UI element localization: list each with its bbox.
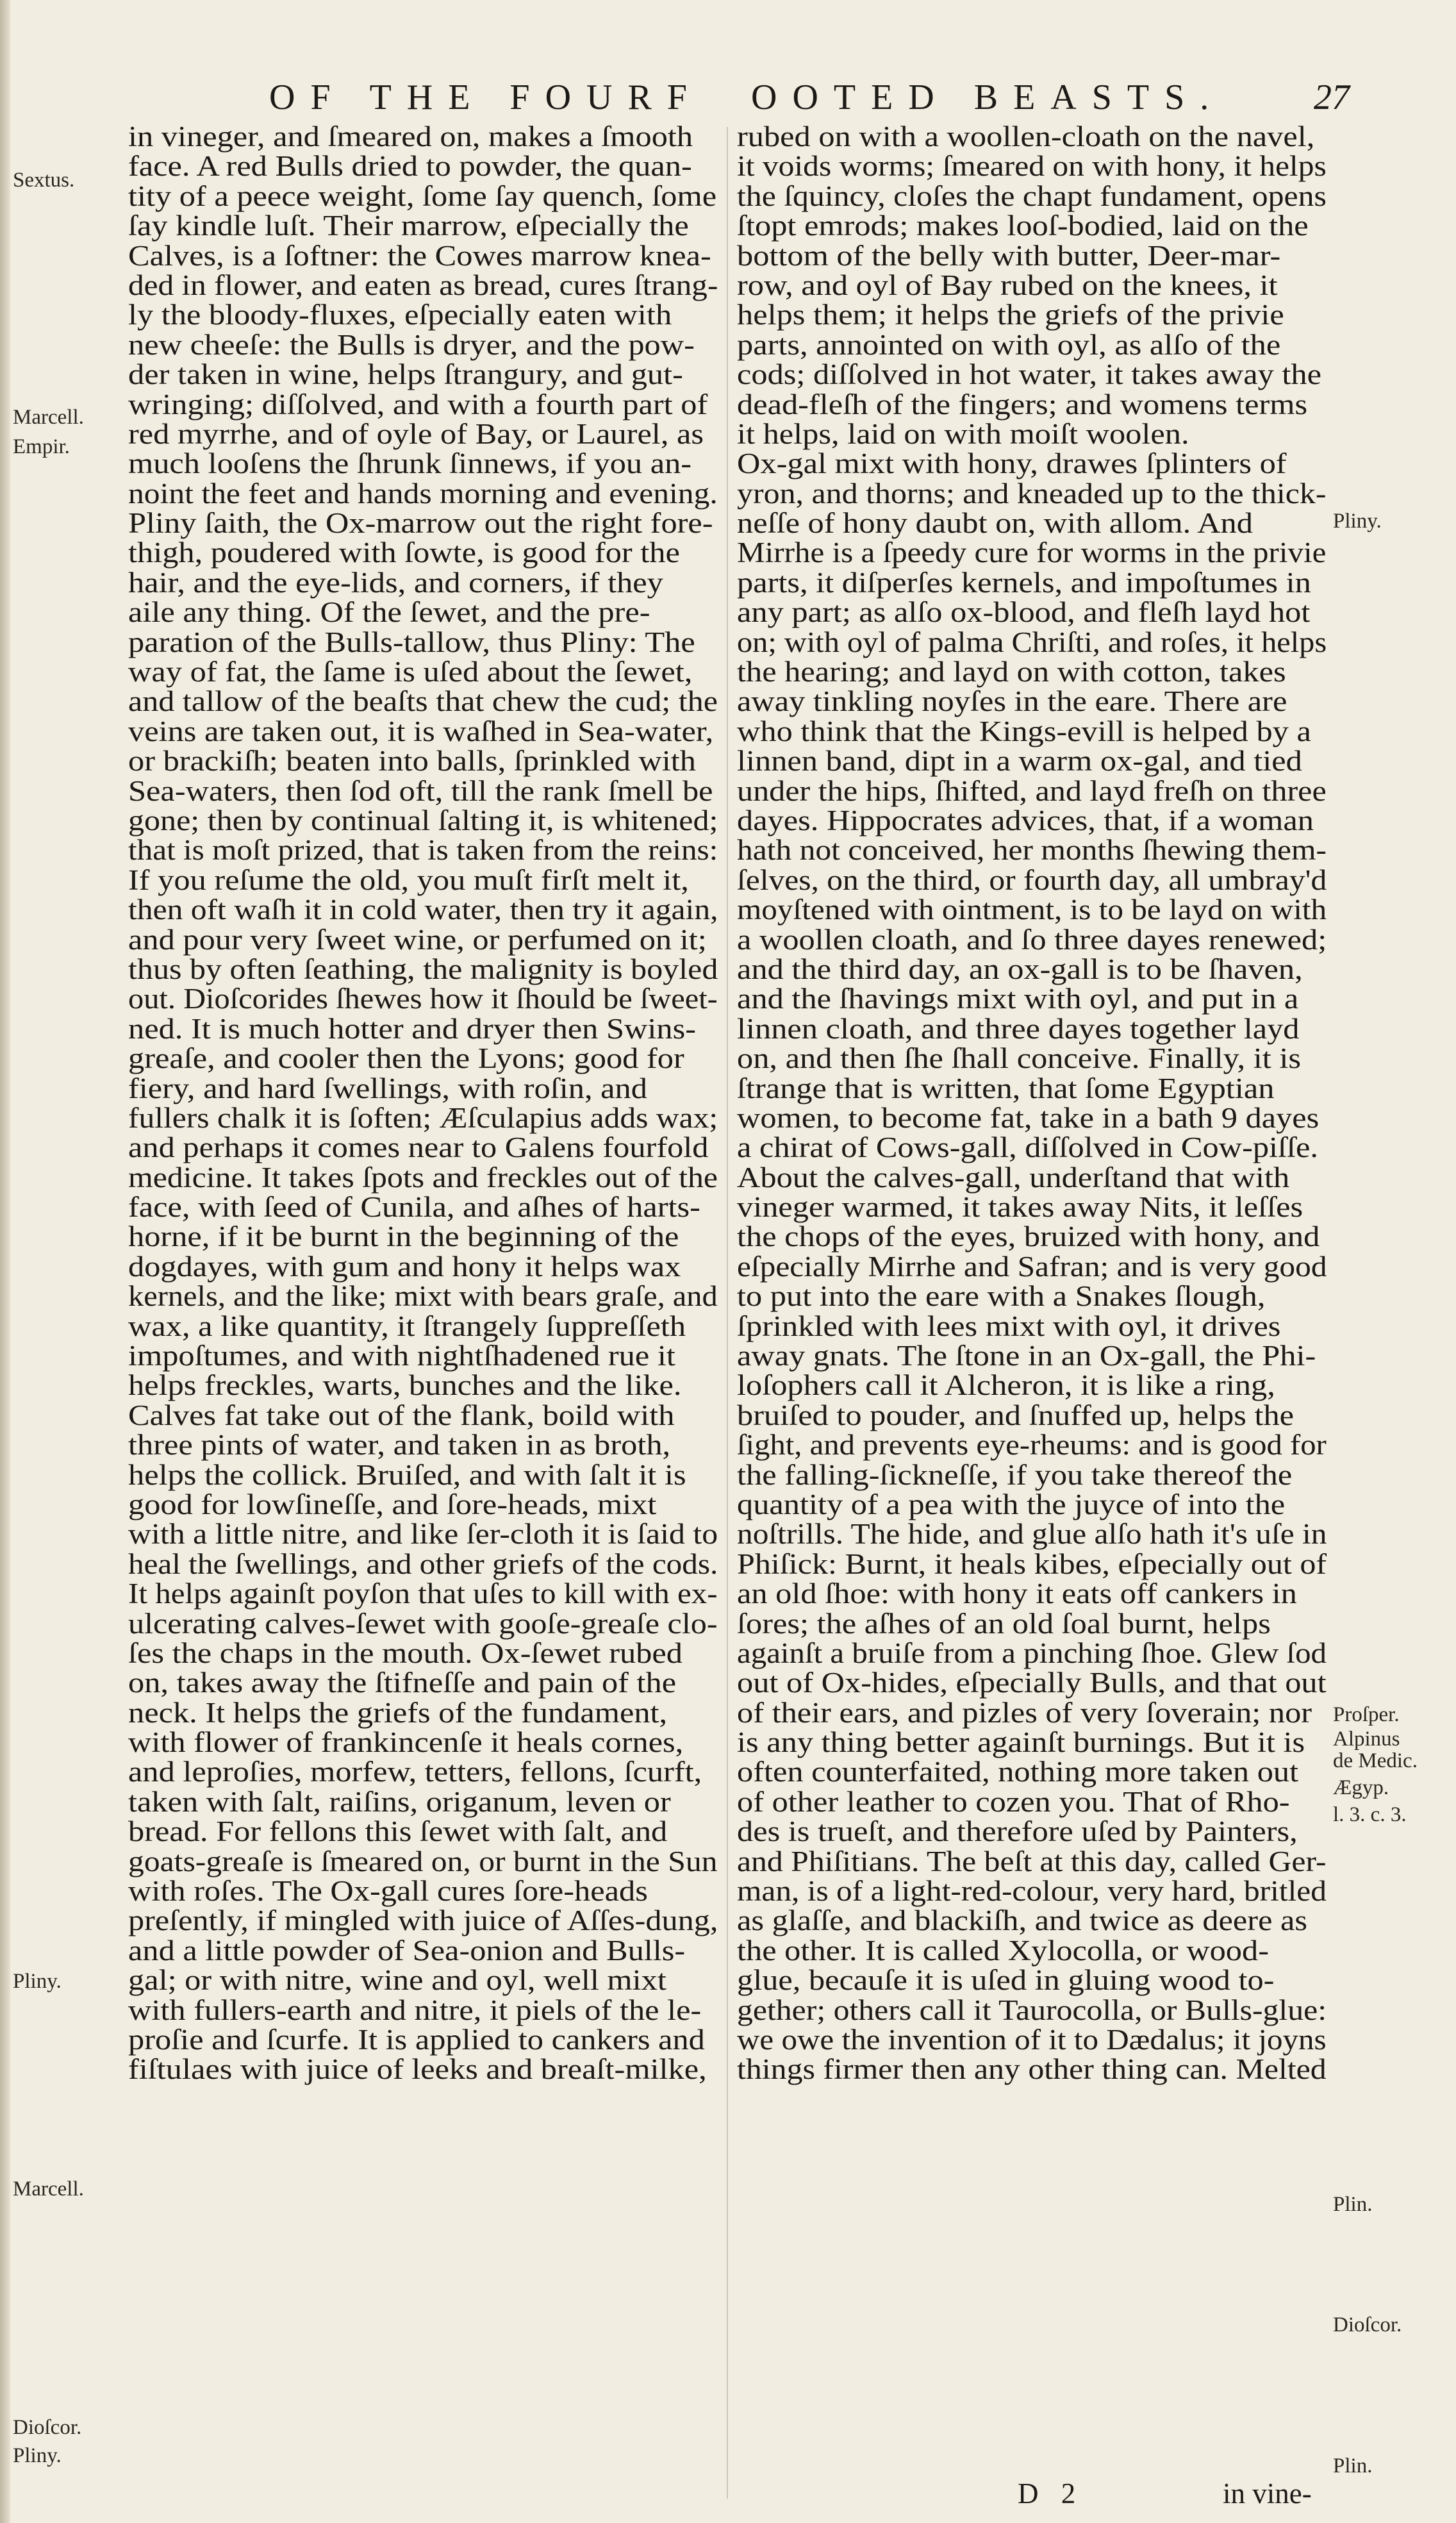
text-line: and perhaps it comes near to Galens fourfold bbox=[128, 1131, 709, 1164]
text-line: goats-greaſe is ſmeared on, or burnt in the Sun bbox=[128, 1845, 718, 1878]
text-line: way of fat, the ſame is uſed about the ſewet, bbox=[128, 656, 693, 688]
text-line: gal; or with nitre, wine and oyl, well mixt bbox=[128, 1964, 666, 1997]
text-line: horne, if it be burnt in the beginning of the bbox=[128, 1220, 679, 1253]
text-line: againſt a bruiſe from a pinching ſhoe. Glew ſod bbox=[737, 1636, 1327, 1669]
text-line: under the hips, ſhifted, and layd freſh on three bbox=[737, 774, 1327, 807]
text-line: It helps againſt poyſon that uſes to kill with ex- bbox=[128, 1578, 718, 1610]
margin-note-plin: Plin. bbox=[1333, 2193, 1373, 2216]
text-line: on; with oyl of palma Chriſti, and roſes, it helps bbox=[737, 626, 1327, 658]
text-line: and Phiſitians. The beſt at this day, called Ger- bbox=[737, 1845, 1327, 1878]
text-line: the ſquincy, cloſes the chapt fundament, opens bbox=[737, 179, 1327, 212]
text-line: of other leather to cozen you. That of Rho- bbox=[737, 1785, 1290, 1818]
text-line: with roſes. The Ox-gall cures ſore-heads bbox=[128, 1875, 648, 1908]
margin-note-dioscor: Dioſcor. bbox=[13, 2416, 82, 2439]
text-line: rubed on with a woollen-cloath on the navel, bbox=[737, 121, 1315, 153]
text-line: yron, and thorns; and kneaded up to the thick- bbox=[737, 477, 1327, 510]
text-line: women, to become fat, take in a bath 9 dayes bbox=[737, 1101, 1320, 1134]
text-line: it helps, laid on with moiſt woolen. bbox=[737, 417, 1189, 450]
text-line: neck. It helps the griefs of the fundament, bbox=[128, 1696, 668, 1729]
text-line: row, and oyl of Bay rubed on the knees, it bbox=[737, 269, 1278, 301]
margin-note-sextus: Sextus. bbox=[13, 169, 75, 192]
margin-note-dioscor: Dioſcor. bbox=[1333, 2313, 1402, 2336]
text-line: on, and then ſhe ſhall conceive. Finally, it is bbox=[737, 1042, 1301, 1075]
text-line: things firmer then any other thing can. Melted bbox=[737, 2053, 1327, 2086]
text-line: out of Ox-hides, eſpecially Bulls, and that out bbox=[737, 1667, 1327, 1699]
margin-note-plin: Plin. bbox=[1333, 2454, 1373, 2477]
text-line: much looſens the ſhrunk ſinnews, if you an- bbox=[128, 447, 692, 480]
left-column bbox=[128, 122, 718, 2085]
text-line: and the ſhavings mixt with oyl, and put in a bbox=[737, 983, 1299, 1015]
text-line: impoſtumes, and with nightſhadened rue it bbox=[128, 1340, 675, 1372]
text-line: proſie and ſcurfe. It is applied to cankers and bbox=[128, 2024, 705, 2056]
text-line: away tinkling noyſes in the eare. There are bbox=[737, 685, 1287, 718]
text-line: ly the bloody-fluxes, eſpecially eaten with bbox=[128, 299, 672, 331]
text-line: an old ſhoe: with hony it eats off cankers in bbox=[737, 1578, 1297, 1610]
text-line: and tallow of the beaſts that chew the cud; the bbox=[128, 685, 718, 718]
text-line: loſophers call it Alcheron, it is like a ring, bbox=[737, 1369, 1275, 1402]
catchword: in vine- bbox=[1223, 2477, 1312, 2510]
text-line: parts, it diſperſes kernels, and impoſtumes in bbox=[737, 566, 1311, 599]
text-line: ſay kindle luſt. Their marrow, eſpecially the bbox=[128, 210, 689, 242]
text-line: Pliny ſaith, the Ox-marrow out the right fore- bbox=[128, 507, 713, 540]
text-line: of their ears, and pizles of very ſoverain; nor bbox=[737, 1696, 1312, 1729]
text-line: new cheeſe: the Bulls is dryer, and the pow- bbox=[128, 328, 695, 361]
text-line: and a little powder of Sea-onion and Bulls- bbox=[128, 1934, 686, 1967]
text-line: Calves, is a ſoftner: the Cowes marrow knea- bbox=[128, 239, 711, 272]
text-line: face. A red Bulls dried to powder, the quan- bbox=[128, 150, 692, 183]
text-line: hath not conceived, her months ſhewing them- bbox=[737, 834, 1327, 867]
text-line: good for lowſineſſe, and ſore-heads, mixt bbox=[128, 1488, 657, 1520]
text-line: bread. For fellons this ſewet with ſalt, and bbox=[128, 1815, 668, 1848]
text-line: neſſe of hony daubt on, with allom. And bbox=[737, 507, 1253, 540]
text-line: thigh, poudered with ſowte, is good for the bbox=[128, 537, 680, 569]
margin-note-de-medic: de Medic. bbox=[1333, 1749, 1418, 1772]
text-line: tity of a peece weight, ſome ſay quench, ſome bbox=[128, 179, 717, 212]
text-line: dogdayes, with gum and hony it helps wax bbox=[128, 1250, 681, 1283]
margin-note-pliny: Pliny. bbox=[13, 1970, 62, 1993]
text-line: gone; then by continual ſalting it, is whitened; bbox=[128, 804, 718, 837]
text-line: veins are taken out, it is waſhed in Sea-water, bbox=[128, 715, 714, 747]
page-number: 27 bbox=[1314, 78, 1350, 117]
text-line: eſpecially Mirrhe and Safran; and is very good bbox=[737, 1250, 1327, 1283]
signature-mark: D 2 bbox=[1018, 2477, 1084, 2510]
text-line: or brackiſh; beaten into balls, ſprinkled with bbox=[128, 745, 696, 778]
text-line: out. Dioſcorides ſhewes how it ſhould be ſweet- bbox=[128, 983, 718, 1015]
text-line: with fullers-earth and nitre, it piels of the le- bbox=[128, 1994, 702, 2026]
text-line: der taken in wine, helps ſtrangury, and gut- bbox=[128, 358, 683, 391]
text-line: as glaſſe, and blackiſh, and twice as deere as bbox=[737, 1904, 1308, 1937]
text-line: kernels, and the like; mixt with bears graſe, and bbox=[128, 1280, 718, 1313]
text-line: noſtrills. The hide, and glue alſo hath it's uſe in bbox=[737, 1518, 1327, 1551]
text-line: ſprinkled with lees mixt with oyl, it drives bbox=[737, 1310, 1281, 1342]
text-line: dead-fleſh of the fingers; and womens terms bbox=[737, 388, 1308, 420]
text-line: cods; diſſolved in hot water, it takes away the bbox=[737, 358, 1321, 391]
text-line: glue, becauſe it is uſed in gluing wood to- bbox=[737, 1964, 1275, 1997]
text-line: moyſtened with ointment, is to be layd on with bbox=[737, 894, 1327, 926]
text-line: wringing; diſſolved, and with a fourth part of bbox=[128, 388, 708, 420]
text-line: linnen cloath, and three dayes together layd bbox=[737, 1012, 1300, 1045]
text-line: face, with ſeed of Cunila, and aſhes of harts- bbox=[128, 1191, 700, 1224]
text-line: who think that the Kings-evill is helped by a bbox=[737, 715, 1311, 747]
margin-note-prosper: Proſper. bbox=[1333, 1703, 1400, 1726]
text-line: linnen band, dipt in a warm ox-gal, and tied bbox=[737, 745, 1302, 778]
text-line: three pints of water, and taken in as broth, bbox=[128, 1429, 671, 1461]
margin-note-marcell: Marcell. bbox=[13, 2177, 84, 2201]
column-rule bbox=[727, 127, 728, 2499]
text-line: away gnats. The ſtone in an Ox-gall, the Phi- bbox=[737, 1340, 1316, 1372]
margin-note-reference: l. 3. c. 3. bbox=[1333, 1803, 1407, 1826]
text-line: ded in flower, and eaten as bread, cures ſtrang- bbox=[128, 269, 718, 301]
text-line: quantity of a pea with the juyce of into the bbox=[737, 1488, 1286, 1520]
text-line: Mirrhe is a ſpeedy cure for worms in the privie bbox=[737, 537, 1327, 569]
text-line: on, takes away the ſtifneſſe and pain of the bbox=[128, 1667, 677, 1699]
text-line: wax, a like quantity, it ſtrangely ſuppreſſeth bbox=[128, 1310, 686, 1342]
running-head-left: OF THE FOURF bbox=[269, 78, 702, 117]
text-line: helps them; it helps the griefs of the privie bbox=[737, 299, 1284, 331]
text-line: About the calves-gall, underſtand that with bbox=[737, 1161, 1290, 1194]
text-line: Sea-waters, then ſod oft, till the rank ſmell be bbox=[128, 774, 713, 807]
text-line: fiery, and hard ſwellings, with roſin, and bbox=[128, 1072, 647, 1104]
text-line: and leproſies, morfew, tetters, fellons, ſcurft, bbox=[128, 1756, 702, 1788]
text-line: ned. It is much hotter and dryer then Swins- bbox=[128, 1012, 697, 1045]
text-line: the falling-ſickneſſe, if you take thereof the bbox=[737, 1458, 1293, 1491]
text-line: fiſtulaes with juice of leeks and breaſt-milke, bbox=[128, 2053, 707, 2086]
margin-note-empir: Empir. bbox=[13, 435, 70, 458]
text-line: to put into the eare with a Snakes ſlough, bbox=[737, 1280, 1266, 1313]
text-line: and the third day, an ox-gall is to be ſhaven, bbox=[737, 953, 1303, 985]
text-line: thus by often ſeathing, the malignity is boyled bbox=[128, 953, 718, 985]
text-line: Phiſick: Burnt, it heals kibes, eſpecially out of bbox=[737, 1547, 1327, 1580]
text-line: parts, annointed on with oyl, as alſo of the bbox=[737, 328, 1281, 361]
margin-note-aegyp: Ægyp. bbox=[1333, 1776, 1389, 1799]
text-line: aile any thing. Of the ſewet, and the pre- bbox=[128, 596, 650, 629]
text-line: medicine. It takes ſpots and freckles out of the bbox=[128, 1161, 718, 1194]
text-line: ſes the chaps in the mouth. Ox-ſewet rubed bbox=[128, 1636, 682, 1669]
margin-note-pliny: Pliny. bbox=[1333, 510, 1382, 533]
text-line: the other. It is called Xylocolla, or wood- bbox=[737, 1934, 1269, 1967]
text-line: man, is of a light-red-colour, very hard, britled bbox=[737, 1875, 1327, 1908]
margin-note-alpinus: Alpinus bbox=[1333, 1728, 1400, 1751]
text-line: Calves fat take out of the flank, boild with bbox=[128, 1399, 675, 1431]
text-line: ſight, and prevents eye-rheums: and is good for bbox=[737, 1429, 1327, 1461]
text-line: preſently, if mingled with juice of Aſſes-dung, bbox=[128, 1904, 718, 1937]
text-line: dayes. Hippocrates advices, that, if a woman bbox=[737, 804, 1314, 837]
text-line: greaſe, and cooler then the Lyons; good for bbox=[128, 1042, 684, 1075]
right-column bbox=[737, 122, 1327, 2085]
running-head-right: OOTED BEASTS. bbox=[751, 78, 1225, 117]
page-binding-edge bbox=[0, 0, 10, 2523]
text-line: bruiſed to pouder, and ſnuffed up, helps the bbox=[737, 1399, 1295, 1431]
text-line: ſores; the aſhes of an old ſoal burnt, helps bbox=[737, 1607, 1271, 1640]
text-line: taken with ſalt, raiſins, origanum, leven or bbox=[128, 1785, 671, 1818]
text-line: and pour very ſweet wine, or perfumed on it; bbox=[128, 923, 707, 956]
text-line: ſtrange that is written, that ſome Egyptian bbox=[737, 1072, 1275, 1104]
text-line: that is moſt prized, that is taken from the reins: bbox=[128, 834, 718, 867]
text-line: fullers chalk it is ſoften; Æſculapius adds wax; bbox=[128, 1101, 718, 1134]
text-line: then oft waſh it in cold water, then try it again, bbox=[128, 894, 718, 926]
text-line: ſelves, on the third, or fourth day, all umbray'd bbox=[737, 863, 1327, 896]
text-line: often counterfaited, nothing more taken out bbox=[737, 1756, 1299, 1788]
text-line: in vineger, and ſmeared on, makes a ſmooth bbox=[128, 121, 693, 153]
text-line: we owe the invention of it to Dædalus; it joyns bbox=[737, 2024, 1327, 2056]
text-line: the chops of the eyes, bruized with hony, and bbox=[737, 1220, 1320, 1253]
text-line: a chirat of Cows-gall, diſſolved in Cow-piſſe. bbox=[737, 1131, 1319, 1164]
margin-note-pliny: Pliny. bbox=[13, 2444, 62, 2467]
text-line: hair, and the eye-lids, and corners, if they bbox=[128, 566, 663, 599]
text-line: vineger warmed, it takes away Nits, it leſſes bbox=[737, 1191, 1303, 1224]
text-line: Ox-gal mixt with hony, drawes ſplinters of bbox=[737, 447, 1287, 480]
text-line: the hearing; and layd on with cotton, takes bbox=[737, 656, 1286, 688]
text-line: paration of the Bulls-tallow, thus Pliny: The bbox=[128, 626, 695, 658]
text-line: bottom of the belly with butter, Deer-mar- bbox=[737, 239, 1281, 272]
text-line: If you reſume the old, you muſt firſt melt it, bbox=[128, 863, 689, 896]
text-line: helps freckles, warts, bunches and the like. bbox=[128, 1369, 682, 1402]
text-line: any part; as alſo ox-blood, and fleſh layd hot bbox=[737, 596, 1311, 629]
text-line: is any thing better againſt burnings. But it is bbox=[737, 1726, 1305, 1759]
text-line: helps the collick. Bruiſed, and with ſalt it is bbox=[128, 1458, 686, 1491]
text-line: with flower of frankincenſe it heals cornes, bbox=[128, 1726, 684, 1759]
text-line: ulcerating calves-ſewet with gooſe-greaſe clo- bbox=[128, 1607, 718, 1640]
text-line: red myrrhe, and of oyle of Bay, or Laurel, as bbox=[128, 417, 704, 450]
text-line: a woollen cloath, and ſo three dayes renewed; bbox=[737, 923, 1327, 956]
text-line: ſtopt emrods; makes looſ-bodied, laid on the bbox=[737, 210, 1309, 242]
text-line: with a little nitre, and like ſer-cloth it is ſaid to bbox=[128, 1518, 718, 1551]
margin-note-marcell: Marcell. bbox=[13, 406, 84, 429]
text-line: heal the ſwellings, and other griefs of the cods. bbox=[128, 1547, 718, 1580]
text-line: gether; others call it Taurocolla, or Bulls-glue: bbox=[737, 1994, 1327, 2026]
text-line: noint the feet and hands morning and evening. bbox=[128, 477, 718, 510]
text-line: it voids worms; ſmeared on with hony, it helps bbox=[737, 150, 1327, 183]
text-line: des is trueſt, and therefore uſed by Painters, bbox=[737, 1815, 1298, 1848]
